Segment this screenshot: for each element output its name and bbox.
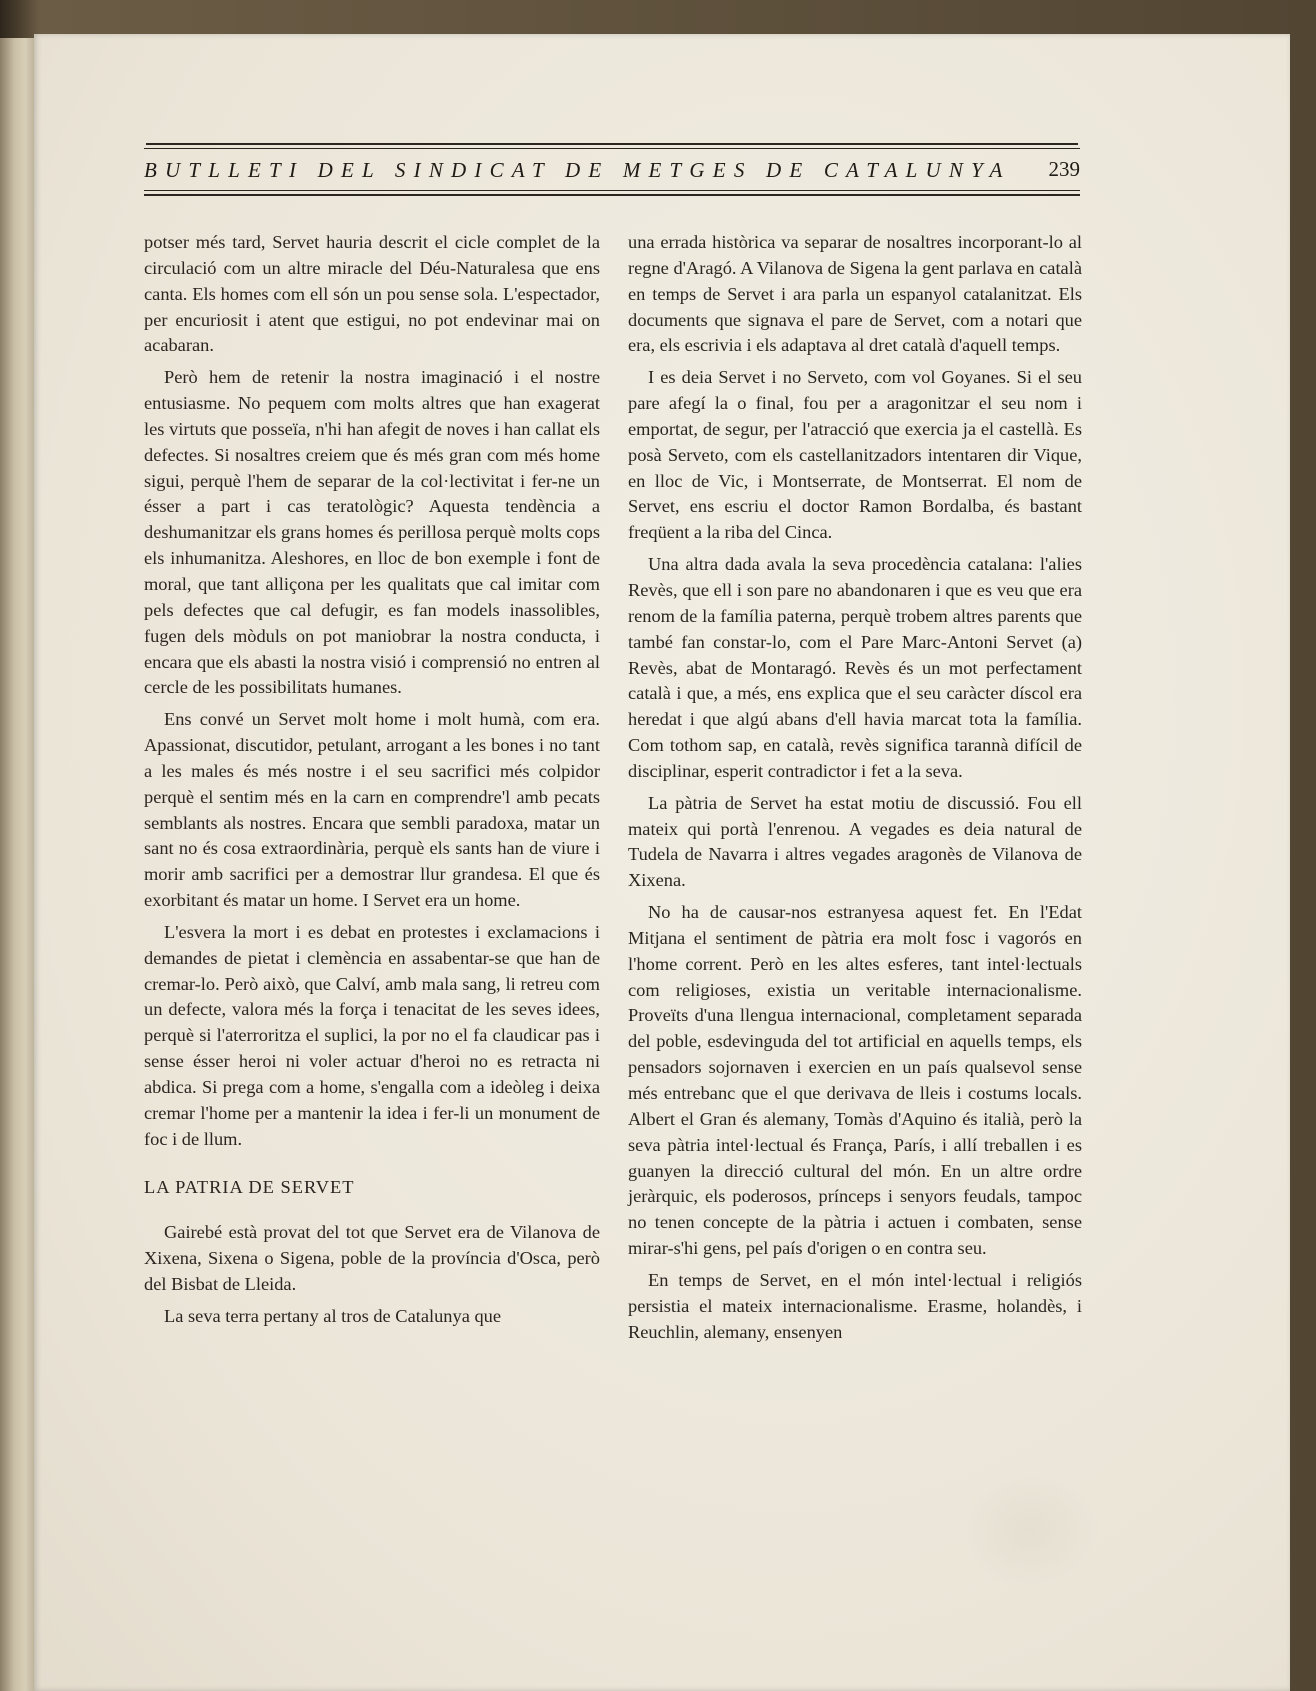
paragraph: Una altra dada avala la seva procedència catalana: l'alies Revès, que ell i son pare no abandonaren i que es veu que era renom de la família paterna, perquè trobem altres parents que també fan constar-lo, com el Pare Marc-Antoni Servet (a) Revès, abat de Montaragó. Revès és un mot perfectament català i que, a més, ens explica que el seu caràcter díscol era heredat i que algú abans d'ell havia marcat tota la família. Com tothom sap, en català, revès significa tarannà difícil de disciplinar, esperit contradictor i fet a la seva. [628,554,1082,781]
header-rule-top [146,143,1078,145]
paragraph: una errada històrica va separar de nosaltres incorporant-lo al regne d'Aragó. A Vilanova de Sigena la gent parlava en català en temps de Servet i ara parla un espanyol catalanitzat. Els documents que signava el pare de Servet, com a notari que era, els escrivia i els adaptava al dret català d'aquell temps. [628,232,1082,356]
journal-title: BUTLLETI DEL SINDICAT DE METGES DE CATALUNYA [144,158,1011,182]
section-heading: LA PATRIA DE SERVET [144,1176,355,1197]
paragraph: La pàtria de Servet ha estat motiu de discussió. Fou ell mateix qui portà l'enrenou. A vegades es deia natural de Tudela de Navarra i altres vegades aragonès de Vilanova de Xixena. [628,792,1082,891]
right-column [628,230,1082,1351]
paragraph: L'esvera la mort i es debat en protestes i exclamacions i demandes de pietat i clemència en assabentar-se que han de cremar-lo. Però això, que Calví, amb mala sang, li retreu com un defecte, valora més la força i tenacitat de les seves idees, perquè si l'aterroritza el suplici, la por no el fa claudicar pas i sense ésser heroi ni voler actuar d'heroi no es retracta ni abdica. Si prega com a home, s'engalla com a ideòleg i deixa cremar l'home per a mantenir la idea i fer-li un monument de foc i de llum. [144,921,600,1149]
previous-page-edge [0,38,36,1691]
paragraph: En temps de Servet, en el món intel·lectual i religiós persistia el mateix internacionalisme. Erasme, holandès, i Reuchlin, alemany, ensenyen [628,1269,1082,1342]
header-rule-bottom [144,194,1080,196]
paragraph: I es deia Servet i no Serveto, com vol Goyanes. Si el seu pare afegí la o final, fou per a aragonitzar el seu nom i emportat, de segur, per l'atracció que exercia ja el castellà. Es posà Serveto, com els castellanitzadors intentaren dir Vique, en lloc de Vic, i Montserrate, de Montserrat. El nom de Servet, ens escriu el doctor Ramon Bordalba, és bastant freqüent a la riba del Cinca. [628,367,1082,543]
paragraph: Ens convé un Servet molt home i molt humà, com era. Apassionat, discutidor, petulant, arrogant a les bones i no tant a les males és més nostre i el seu sacrifici més colpidor perquè el sentim més en la carn en comprendre'l amb pecats semblants als nostres. Encara que sembli paradoxa, matar un sant no és cosa extraordinària, perquè els sants han de viure i morir amb sacrifici per a demostrar llur grandesa. El que és exorbitant és matar un home. I Servet era un home. [144,709,600,911]
paragraph: No ha de causar-nos estranyesa aquest fet. En l'Edat Mitjana el sentiment de pàtria era molt fosc i vagorós en l'home corrent. Però en les altes esferes, tant intel·lectuals com religioses, existia un veritable internacionalisme. Proveïts d'una llengua internacional, completament separada del poble, esdevinguda del tot artificial en aquells temps, els pensadors sojornaven i exercien en un país qualsevol sense més entrebanc que el que derivava de lleis i costums locals. Albert el Gran és alemany, Tomàs d'Aquino és italià, però la seva pàtria intel·lectual és França, París, i allí treballen i es guanyen la direcció cultural del món. En un altre ordre jeràrquic, els poderosos, prínceps i senyors feudals, tampoc no tenen concepte de la pàtria i actuen i combaten, sense mirar-s'hi gens, pel país d'origen o en contra seu. [628,902,1082,1259]
paragraph: potser més tard, Servet hauria descrit el cicle complet de la circulació com un altre miracle del Déu-Naturalesa que ens canta. Els homes com ell són un pou sense sola. L'espectador, per encuriosit i atent que estigui, no pot endevinar mai on acabaran. [144,232,600,356]
page-number: 239 [1048,157,1080,181]
left-column [144,230,600,1336]
paragraph: Gairebé està provat del tot que Servet era de Vilanova de Xixena, Sixena o Sigena, poble de la província d'Osca, però del Bisbat de Lleida. [144,1222,600,1295]
running-header [144,143,1080,198]
header-rule-bottom-thin [144,190,1080,191]
paper-smudge [960,1470,1100,1590]
paragraph: La seva terra pertany al tros de Catalunya que [164,1305,502,1326]
header-rule-top-thin [144,148,1080,149]
paragraph: Però hem de retenir la nostra imaginació i el nostre entusiasme. No pequem com molts altres que han exagerat les virtuts que posseïa, n'hi han afegit de noves i han callat els defectes. Si nosaltres creiem que és més gran com més home sigui, perquè l'hem de separar de la col·lectivitat i fer-ne un ésser a part i cas teratològic? Aquesta tendència a deshumanitzar els grans homes és perillosa perquè molts cops els inhumanitza. Aleshores, en lloc de bon exemple i font de moral, que tant alliçona per les qualitats que cal imitar com pels defectes que cal defugir, es fan models inassolibles, fugen dels mòduls on pot maniobrar la nostra conducta, i encara que els abasti la nostra visió i comprensió no entren al cercle de les possibilitats humanes. [144,367,600,698]
